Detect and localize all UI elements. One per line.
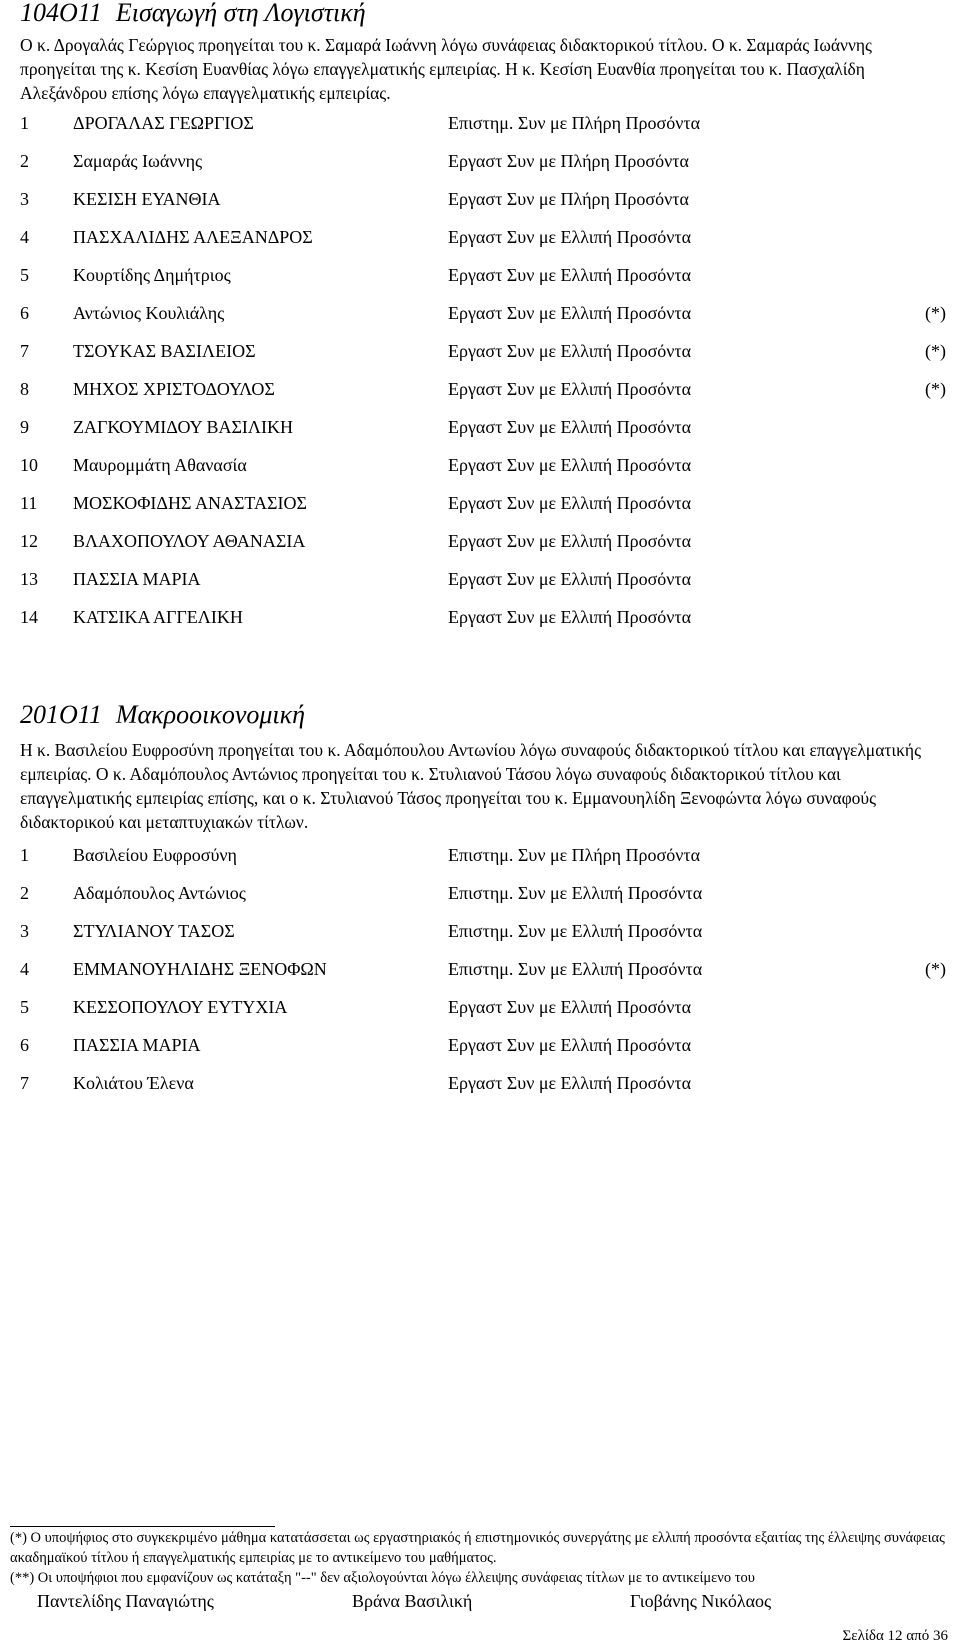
signatory-name: Βράνα Βασιλική [352, 1591, 473, 1611]
candidate-name: ΠΑΣΣΙΑ ΜΑΡΙΑ [73, 569, 201, 589]
qualification-status: Εργαστ Συν με Ελλιπή Προσόντα [448, 997, 692, 1017]
precedence-note: Η κ. Βασιλείου Ευφροσύνη προηγείται του κ. Αδαμόπουλου Αντωνίου λόγω συναφούς διδακτορικού τίτλου και επαγγελματικής εμπειρίας. Ο κ. Αδαμόπουλος Αντώνιος προηγείται του κ. Στυλιανού Τάσου λόγω συναφούς διδακτορικού τίτλου και επαγγελματικής εμπειρίας επίσης, και ο κ. Στυλιανού Τάσος προηγείται του κ. Εμμανουηλίδη Ξενοφώντα λόγω συναφούς διδακτορικού και μεταπτυχιακών τίτλων. [20, 740, 922, 832]
qualification-status: Εργαστ Συν με Ελλιπή Προσόντα [448, 227, 692, 247]
course-name: Εισαγωγή στη Λογιστική [115, 0, 366, 27]
signatory-name: Παντελίδης Παναγιώτης [37, 1591, 214, 1611]
qualification-status: Επιστημ. Συν με Πλήρη Προσόντα [448, 845, 701, 865]
rank: 4 [20, 227, 29, 247]
table-row [20, 149, 946, 173]
rank: 3 [20, 189, 29, 209]
footnote-flag: (*) [925, 379, 946, 399]
candidate-name: ΣΤΥΛΙΑΝΟΥ ΤΑΣΟΣ [73, 921, 235, 941]
qualification-status: Εργαστ Συν με Ελλιπή Προσόντα [448, 341, 692, 361]
candidate-name: Αντώνιος Κουλιάλης [73, 303, 225, 323]
qualification-status: Εργαστ Συν με Ελλιπή Προσόντα [448, 379, 692, 399]
rank: 9 [20, 417, 29, 437]
candidate-name: ΚΕΣΣΟΠΟΥΛΟΥ ΕΥΤΥΧΙΑ [73, 997, 288, 1017]
qualification-status: Εργαστ Συν με Πλήρη Προσόντα [448, 189, 689, 209]
table-row [20, 843, 946, 867]
table-row [20, 1033, 946, 1057]
qualification-status: Επιστημ. Συν με Ελλιπή Προσόντα [448, 959, 703, 979]
qualification-status: Εργαστ Συν με Ελλιπή Προσόντα [448, 1035, 692, 1055]
candidate-name: Σαμαράς Ιωάννης [73, 151, 203, 171]
table-row [20, 225, 946, 249]
qualification-status: Εργαστ Συν με Ελλιπή Προσόντα [448, 265, 692, 285]
rank: 10 [20, 455, 38, 475]
qualification-status: Επιστημ. Συν με Ελλιπή Προσόντα [448, 883, 703, 903]
table-row [20, 1071, 946, 1095]
qualification-status: Επιστημ. Συν με Ελλιπή Προσόντα [448, 921, 703, 941]
rank: 2 [20, 883, 29, 903]
course-code: 104Ο11 [20, 0, 102, 27]
qualification-status: Εργαστ Συν με Ελλιπή Προσόντα [448, 1073, 692, 1093]
candidate-name: ΚΕΣΙΣΗ ΕΥΑΝΘΙΑ [73, 189, 221, 209]
qualification-status: Εργαστ Συν με Ελλιπή Προσόντα [448, 569, 692, 589]
footnote-not-evaluated: (**) Οι υποψήφιοι που εμφανίζουν ως κατάταξη "--" δεν αξιολογούνται λόγω έλλειψης συνάφειας τίτλων με το αντικείμενο του [10, 1570, 755, 1586]
rank: 7 [20, 1073, 29, 1093]
signatory-name: Γιοβάνης Νικόλαος [630, 1591, 772, 1611]
course-title-201O11 [20, 699, 305, 731]
footnotes [10, 1528, 955, 1588]
rank: 8 [20, 379, 29, 399]
table-row [20, 263, 946, 287]
candidate-name: ΜΟΣΚΟΦΙΔΗΣ ΑΝΑΣΤΑΣΙΟΣ [73, 493, 307, 513]
qualification-status: Εργαστ Συν με Ελλιπή Προσόντα [448, 531, 692, 551]
candidate-name: Κουρτίδης Δημήτριος [73, 265, 231, 285]
rank: 5 [20, 265, 29, 285]
qualification-status: Επιστημ. Συν με Πλήρη Προσόντα [448, 113, 701, 133]
table-row [20, 881, 946, 905]
candidate-name: ΕΜΜΑΝΟΥΗΛΙΔΗΣ ΞΕΝΟΦΩΝ [73, 959, 327, 979]
table-row [20, 957, 946, 981]
table-row [20, 919, 946, 943]
table-row [20, 339, 946, 363]
candidate-name: ΔΡΟΓΑΛΑΣ ΓΕΩΡΓΙΟΣ [73, 113, 254, 133]
table-row [20, 377, 946, 401]
table-row [20, 453, 946, 477]
candidate-name: Κολιάτου Έλενα [73, 1073, 194, 1093]
rank: 6 [20, 1035, 29, 1055]
candidate-name: ΠΑΣΣΙΑ ΜΑΡΙΑ [73, 1035, 201, 1055]
candidate-name: Αδαμόπουλος Αντώνιος [73, 883, 246, 903]
table-row [20, 529, 946, 553]
footnote-flag: (*) [925, 341, 946, 361]
candidate-name: Μαυρομμάτη Αθανασία [73, 455, 247, 475]
qualification-status: Εργαστ Συν με Ελλιπή Προσόντα [448, 493, 692, 513]
footnote-flag: (*) [925, 959, 946, 979]
course-title-104O11 [20, 0, 366, 29]
qualification-status: Εργαστ Συν με Πλήρη Προσόντα [448, 151, 689, 171]
precedence-note: Ο κ. Δρογαλάς Γεώργιος προηγείται του κ. Σαμαρά Ιωάννη λόγω συνάφειας διδακτορικού τίτλου. Ο κ. Σαμαράς Ιωάννης προηγείται της κ. Κεσίση Ευανθίας λόγω επαγγελματικής εμπειρίας. Η κ. Κεσίση Ευανθία προηγείται του κ. Πασχαλίδη Αλεξάνδρου επίσης λόγω επαγγελματικής εμπειρίας. [20, 35, 872, 103]
table-row [20, 187, 946, 211]
footnote-flag: (*) [925, 303, 946, 323]
candidate-name: ΜΗΧΟΣ ΧΡΙΣΤΟΔΟΥΛΟΣ [73, 379, 275, 399]
candidate-name: ΤΣΟΥΚΑΣ ΒΑΣΙΛΕΙΟΣ [73, 341, 256, 361]
candidate-name: ΖΑΓΚΟΥΜΙΔΟΥ ΒΑΣΙΛΙΚΗ [73, 417, 293, 437]
page-number: Σελίδα 12 από 36 [842, 1628, 948, 1644]
qualification-status: Εργαστ Συν με Ελλιπή Προσόντα [448, 455, 692, 475]
rank: 7 [20, 341, 29, 361]
committee-signatures [0, 1590, 960, 1612]
rank: 5 [20, 997, 29, 1017]
rank: 11 [20, 493, 38, 513]
rank: 6 [20, 303, 29, 323]
rank: 3 [20, 921, 29, 941]
rank: 13 [20, 569, 38, 589]
table-row [20, 995, 946, 1019]
candidate-name: ΒΛΑΧΟΠΟΥΛΟΥ ΑΘΑΝΑΣΙΑ [73, 531, 306, 551]
table-row [20, 567, 946, 591]
table-row [20, 301, 946, 325]
rank: 12 [20, 531, 38, 551]
qualification-status: Εργαστ Συν με Ελλιπή Προσόντα [448, 417, 692, 437]
footnote-incomplete-qualifications: (*) Ο υποψήφιος στο συγκεκριμένο μάθημα κατατάσσεται ως εργαστηριακός ή επιστημονικός συνεργάτης με ελλιπή προσόντα εξαιτίας της έλλειψης συνάφειας ακαδημαϊκού τίτλου ή επαγγελματικής εμπειρίας με το αντικείμενο του μαθήματος. [10, 1530, 945, 1566]
footnote-separator [10, 1526, 275, 1527]
rank: 14 [20, 607, 38, 627]
course-code: 201Ο11 [20, 700, 102, 729]
candidate-name: ΚΑΤΣΙΚΑ ΑΓΓΕΛΙΚΗ [73, 607, 243, 627]
rank: 4 [20, 959, 29, 979]
qualification-status: Εργαστ Συν με Ελλιπή Προσόντα [448, 303, 692, 323]
table-row [20, 491, 946, 515]
table-row [20, 415, 946, 439]
qualification-status: Εργαστ Συν με Ελλιπή Προσόντα [448, 607, 692, 627]
rank: 1 [20, 845, 29, 865]
table-row [20, 111, 946, 135]
rank: 1 [20, 113, 29, 133]
candidate-name: Βασιλείου Ευφροσύνη [73, 845, 237, 865]
rank: 2 [20, 151, 29, 171]
course-name: Μακροοικονομική [115, 700, 306, 729]
table-row [20, 605, 946, 629]
candidate-name: ΠΑΣΧΑΛΙΔΗΣ ΑΛΕΞΑΝΔΡΟΣ [73, 227, 313, 247]
